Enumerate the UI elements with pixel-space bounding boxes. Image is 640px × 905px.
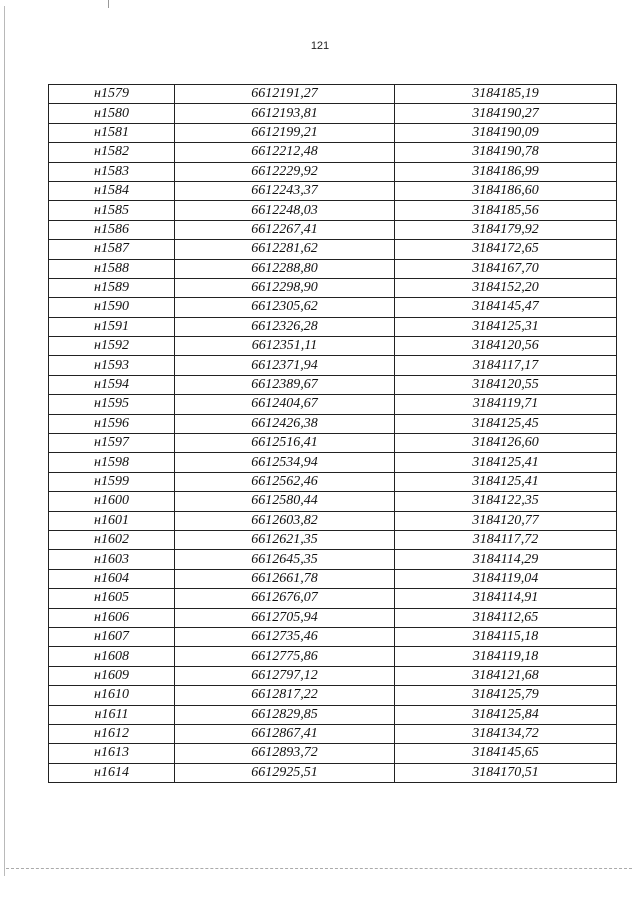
x-coordinate-cell: 6612893,72 — [175, 744, 395, 763]
x-coordinate-cell: 6612389,67 — [175, 375, 395, 394]
point-id-cell: н1613 — [49, 744, 175, 763]
table-row — [49, 530, 617, 549]
point-id-cell: н1580 — [49, 104, 175, 123]
table-row — [49, 763, 617, 782]
point-id-cell: н1608 — [49, 647, 175, 666]
point-id-cell: н1605 — [49, 589, 175, 608]
y-coordinate-cell: 3184167,70 — [395, 259, 617, 278]
point-id-cell: н1586 — [49, 220, 175, 239]
y-coordinate-cell: 3184170,51 — [395, 763, 617, 782]
x-coordinate-cell: 6612534,94 — [175, 453, 395, 472]
point-id-cell: н1587 — [49, 240, 175, 259]
table-row — [49, 511, 617, 530]
table-row — [49, 162, 617, 181]
x-coordinate-cell: 6612281,62 — [175, 240, 395, 259]
table-row — [49, 434, 617, 453]
x-coordinate-cell: 6612248,03 — [175, 201, 395, 220]
point-id-cell: н1598 — [49, 453, 175, 472]
y-coordinate-cell: 3184120,56 — [395, 337, 617, 356]
table-row — [49, 744, 617, 763]
table-row — [49, 550, 617, 569]
y-coordinate-cell: 3184186,99 — [395, 162, 617, 181]
point-id-cell: н1582 — [49, 143, 175, 162]
x-coordinate-cell: 6612298,90 — [175, 278, 395, 297]
table-row — [49, 259, 617, 278]
table-row — [49, 337, 617, 356]
y-coordinate-cell: 3184117,17 — [395, 356, 617, 375]
table-row — [49, 453, 617, 472]
y-coordinate-cell: 3184179,92 — [395, 220, 617, 239]
y-coordinate-cell: 3184114,91 — [395, 589, 617, 608]
point-id-cell: н1596 — [49, 414, 175, 433]
point-id-cell: н1597 — [49, 434, 175, 453]
x-coordinate-cell: 6612867,41 — [175, 724, 395, 743]
point-id-cell: н1589 — [49, 278, 175, 297]
point-id-cell: н1583 — [49, 162, 175, 181]
table-row — [49, 123, 617, 142]
y-coordinate-cell: 3184125,41 — [395, 472, 617, 491]
y-coordinate-cell: 3184120,55 — [395, 375, 617, 394]
y-coordinate-cell: 3184114,29 — [395, 550, 617, 569]
y-coordinate-cell: 3184119,71 — [395, 395, 617, 414]
y-coordinate-cell: 3184186,60 — [395, 181, 617, 200]
x-coordinate-cell: 6612199,21 — [175, 123, 395, 142]
y-coordinate-cell: 3184152,20 — [395, 278, 617, 297]
y-coordinate-cell: 3184190,27 — [395, 104, 617, 123]
y-coordinate-cell: 3184117,72 — [395, 530, 617, 549]
table-row — [49, 104, 617, 123]
x-coordinate-cell: 6612191,27 — [175, 85, 395, 104]
point-id-cell: н1588 — [49, 259, 175, 278]
y-coordinate-cell: 3184121,68 — [395, 666, 617, 685]
x-coordinate-cell: 6612817,22 — [175, 686, 395, 705]
y-coordinate-cell: 3184172,65 — [395, 240, 617, 259]
x-coordinate-cell: 6612735,46 — [175, 627, 395, 646]
y-coordinate-cell: 3184125,41 — [395, 453, 617, 472]
y-coordinate-cell: 3184122,35 — [395, 492, 617, 511]
y-coordinate-cell: 3184125,31 — [395, 317, 617, 336]
table-row — [49, 569, 617, 588]
y-coordinate-cell: 3184134,72 — [395, 724, 617, 743]
point-id-cell: н1599 — [49, 472, 175, 491]
table-row — [49, 85, 617, 104]
footer-dashed-line — [6, 868, 632, 869]
x-coordinate-cell: 6612426,38 — [175, 414, 395, 433]
table-row — [49, 298, 617, 317]
y-coordinate-cell: 3184145,65 — [395, 744, 617, 763]
table-row — [49, 627, 617, 646]
y-coordinate-cell: 3184119,18 — [395, 647, 617, 666]
table-row — [49, 220, 617, 239]
table-row — [49, 686, 617, 705]
point-id-cell: н1594 — [49, 375, 175, 394]
x-coordinate-cell: 6612676,07 — [175, 589, 395, 608]
y-coordinate-cell: 3184119,04 — [395, 569, 617, 588]
x-coordinate-cell: 6612603,82 — [175, 511, 395, 530]
point-id-cell: н1606 — [49, 608, 175, 627]
table-row — [49, 647, 617, 666]
table-row — [49, 181, 617, 200]
point-id-cell: н1579 — [49, 85, 175, 104]
x-coordinate-cell: 6612562,46 — [175, 472, 395, 491]
scan-tick-mark — [108, 0, 109, 8]
x-coordinate-cell: 6612797,12 — [175, 666, 395, 685]
table-row — [49, 201, 617, 220]
x-coordinate-cell: 6612326,28 — [175, 317, 395, 336]
table-row — [49, 240, 617, 259]
x-coordinate-cell: 6612705,94 — [175, 608, 395, 627]
y-coordinate-cell: 3184190,78 — [395, 143, 617, 162]
point-id-cell: н1593 — [49, 356, 175, 375]
table-row — [49, 143, 617, 162]
y-coordinate-cell: 3184145,47 — [395, 298, 617, 317]
table-row — [49, 375, 617, 394]
table-row — [49, 472, 617, 491]
y-coordinate-cell: 3184126,60 — [395, 434, 617, 453]
point-id-cell: н1602 — [49, 530, 175, 549]
y-coordinate-cell: 3184185,56 — [395, 201, 617, 220]
x-coordinate-cell: 6612267,41 — [175, 220, 395, 239]
point-id-cell: н1581 — [49, 123, 175, 142]
table-row — [49, 414, 617, 433]
x-coordinate-cell: 6612404,67 — [175, 395, 395, 414]
x-coordinate-cell: 6612193,81 — [175, 104, 395, 123]
point-id-cell: н1591 — [49, 317, 175, 336]
point-id-cell: н1611 — [49, 705, 175, 724]
point-id-cell: н1595 — [49, 395, 175, 414]
y-coordinate-cell: 3184185,19 — [395, 85, 617, 104]
y-coordinate-cell: 3184115,18 — [395, 627, 617, 646]
table-row — [49, 356, 617, 375]
scan-edge-line — [4, 6, 5, 876]
x-coordinate-cell: 6612305,62 — [175, 298, 395, 317]
x-coordinate-cell: 6612829,85 — [175, 705, 395, 724]
point-id-cell: н1601 — [49, 511, 175, 530]
y-coordinate-cell: 3184125,84 — [395, 705, 617, 724]
table-row — [49, 589, 617, 608]
point-id-cell: н1592 — [49, 337, 175, 356]
y-coordinate-cell: 3184125,45 — [395, 414, 617, 433]
point-id-cell: н1603 — [49, 550, 175, 569]
x-coordinate-cell: 6612516,41 — [175, 434, 395, 453]
point-id-cell: н1609 — [49, 666, 175, 685]
table-row — [49, 278, 617, 297]
point-id-cell: н1612 — [49, 724, 175, 743]
table-row — [49, 608, 617, 627]
y-coordinate-cell: 3184112,65 — [395, 608, 617, 627]
table-row — [49, 395, 617, 414]
y-coordinate-cell: 3184125,79 — [395, 686, 617, 705]
table-row — [49, 492, 617, 511]
table-row — [49, 724, 617, 743]
x-coordinate-cell: 6612288,80 — [175, 259, 395, 278]
point-id-cell: н1600 — [49, 492, 175, 511]
x-coordinate-cell: 6612775,86 — [175, 647, 395, 666]
point-id-cell: н1614 — [49, 763, 175, 782]
point-id-cell: н1610 — [49, 686, 175, 705]
page-number: 121 — [310, 40, 330, 52]
x-coordinate-cell: 6612621,35 — [175, 530, 395, 549]
x-coordinate-cell: 6612371,94 — [175, 356, 395, 375]
table-row — [49, 317, 617, 336]
x-coordinate-cell: 6612580,44 — [175, 492, 395, 511]
x-coordinate-cell: 6612243,37 — [175, 181, 395, 200]
table-row — [49, 705, 617, 724]
x-coordinate-cell: 6612661,78 — [175, 569, 395, 588]
x-coordinate-cell: 6612212,48 — [175, 143, 395, 162]
table-row — [49, 666, 617, 685]
x-coordinate-cell: 6612351,11 — [175, 337, 395, 356]
coordinates-table — [48, 84, 617, 783]
x-coordinate-cell: 6612645,35 — [175, 550, 395, 569]
point-id-cell: н1585 — [49, 201, 175, 220]
coordinates-table-body — [49, 85, 617, 783]
point-id-cell: н1607 — [49, 627, 175, 646]
point-id-cell: н1584 — [49, 181, 175, 200]
y-coordinate-cell: 3184120,77 — [395, 511, 617, 530]
y-coordinate-cell: 3184190,09 — [395, 123, 617, 142]
point-id-cell: н1590 — [49, 298, 175, 317]
x-coordinate-cell: 6612925,51 — [175, 763, 395, 782]
x-coordinate-cell: 6612229,92 — [175, 162, 395, 181]
point-id-cell: н1604 — [49, 569, 175, 588]
